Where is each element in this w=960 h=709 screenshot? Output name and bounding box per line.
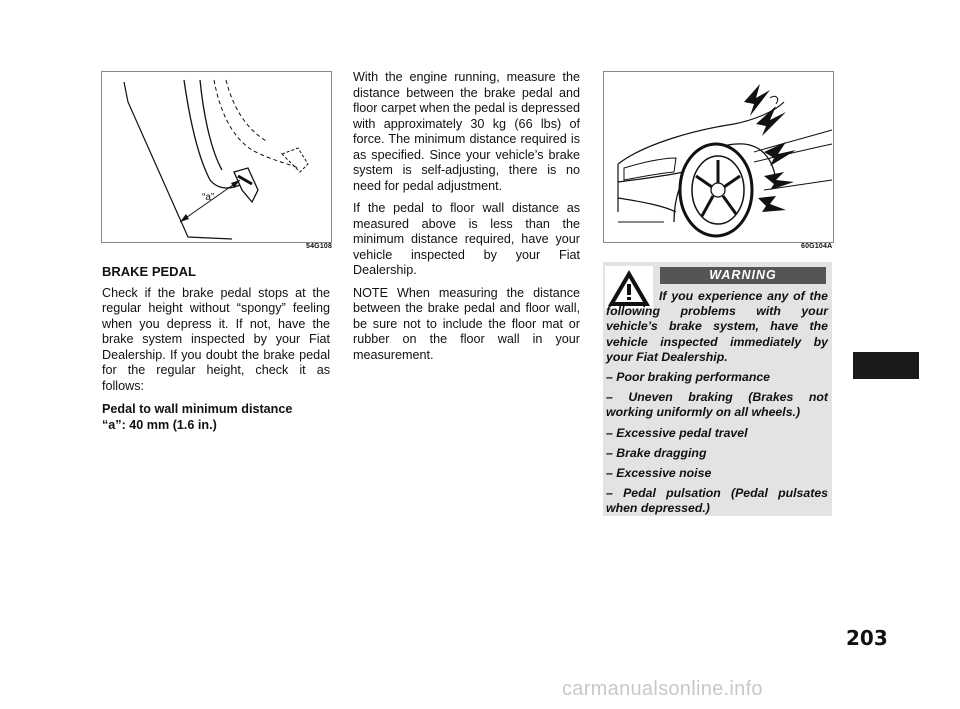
watermark: carmanualsonline.info (562, 678, 763, 700)
middle-paragraph-3: NOTE When measuring the distance between the brake pedal and floor wall, be sure not to include the floor mat or rubber on the floor wall in your measurement. (353, 285, 580, 362)
spec-line-1: Pedal to wall minimum distance (102, 402, 293, 416)
right-figure-code: 60G104A (801, 243, 833, 250)
warning-intro: If you experience any of the following problems with your vehicle’s brake system, have the vehicle inspected immediately by your Fiat Dealership. (606, 289, 828, 364)
middle-paragraph-2: If the pedal to floor wall distance as measured above is less than the minimum distance required, have your vehicle inspected by your Fiat Dealership. (353, 201, 580, 277)
left-paragraph: Check if the brake pedal stops at the regular height without “spongy” feeling when you depress it. If not, have the brake system inspected by your Fiat Dealership. If you doubt the brake pedal for the regular height, check it as follows: (102, 285, 330, 393)
middle-column (353, 70, 580, 370)
middle-paragraph-1: With the engine running, measure the distance between the brake pedal and floor carpet when the pedal is depressed with approximately 30 kg (66 lbs) of force. The minimum distance required is as specified. Since your vehicle’s brake system is self-adjusting, there is no need for pedal adjustment. (353, 70, 580, 193)
page-number: 203 (846, 626, 888, 650)
warning-item: – Uneven braking (Brakes not working uniformly on all wheels.) (606, 390, 828, 420)
warning-item: – Excessive noise (606, 466, 712, 481)
wheel-noise-figure (603, 71, 834, 243)
spec-line-2: “a”: 40 mm (1.6 in.) (102, 417, 217, 432)
warning-item: – Pedal pulsation (Pedal pulsates when depressed.) (606, 486, 828, 516)
left-figure-code: 54G108 (306, 243, 333, 250)
section-thumb-tab (853, 352, 919, 379)
dimension-label: “a” (202, 192, 215, 203)
warning-text (606, 289, 828, 522)
warning-item: – Brake dragging (606, 445, 707, 460)
warning-title: WARNING (660, 267, 826, 284)
warning-item: – Poor braking performance (606, 370, 771, 385)
pedal-diagram-figure (101, 71, 332, 243)
pedal-diagram (102, 72, 331, 242)
section-heading: BRAKE PEDAL (102, 264, 196, 279)
warning-item: – Excessive pedal travel (606, 425, 748, 440)
left-column (102, 264, 330, 433)
wheel-noise-illustration (604, 72, 833, 242)
